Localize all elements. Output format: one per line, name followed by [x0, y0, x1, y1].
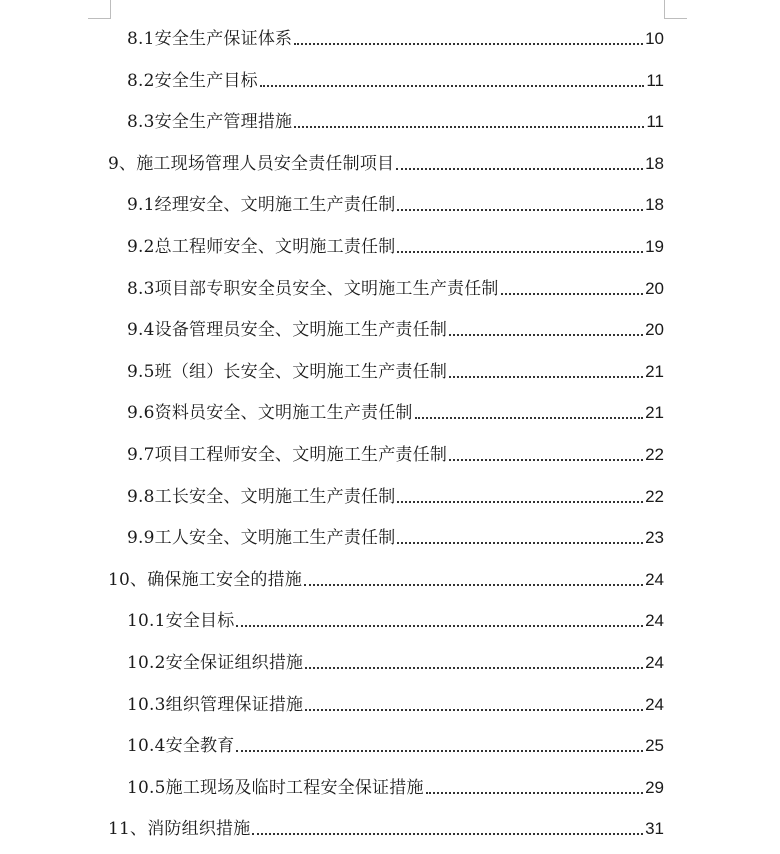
toc-leader-dots [397, 251, 643, 253]
toc-entry[interactable] [108, 816, 664, 842]
toc-leader-dots [501, 293, 643, 295]
toc-leader-dots [397, 542, 643, 544]
toc-entry-label: 8.3项目部专职安全员安全、文明施工生产责任制 [127, 278, 499, 299]
toc-page-number: 11 [646, 70, 664, 90]
toc-entry-label: 9.2总工程师安全、文明施工责任制 [127, 237, 396, 257]
toc-page-number: 29 [645, 777, 664, 797]
toc-leader-dots [396, 168, 643, 170]
toc-page-number: 22 [645, 445, 664, 464]
toc-entry-label: 9.5班（组）长安全、文明施工生产责任制 [127, 361, 448, 382]
toc-entry-label: 9.9工人安全、文明施工生产责任制 [127, 528, 396, 549]
toc-entry-label: 9.6资料员安全、文明施工生产责任制 [127, 403, 413, 424]
toc-leader-dots [397, 501, 643, 503]
toc-page-number: 21 [645, 361, 664, 381]
toc-leader-dots [397, 209, 643, 211]
toc-entry[interactable] [127, 442, 664, 468]
toc-entry[interactable] [127, 733, 664, 759]
toc-leader-dots [304, 584, 643, 586]
toc-entry-label: 9.8工长安全、文明施工生产责任制 [127, 486, 396, 507]
toc-entry[interactable] [127, 317, 664, 343]
toc-page-number: 31 [645, 819, 664, 839]
toc-leader-dots [236, 750, 643, 752]
toc-entry[interactable] [127, 192, 664, 218]
toc-leader-dots [305, 667, 643, 669]
toc-entry[interactable] [127, 68, 664, 94]
crop-mark-top-right [664, 0, 687, 19]
toc-entry[interactable] [127, 525, 664, 551]
toc-page-number: 24 [645, 694, 664, 714]
toc-entry-label: 10.5施工现场及临时工程安全保证措施 [127, 777, 424, 798]
toc-leader-dots [252, 833, 643, 835]
toc-entry[interactable] [127, 109, 664, 135]
toc-entry[interactable] [127, 234, 664, 260]
toc-entry[interactable] [108, 567, 664, 593]
toc-page-number: 23 [645, 528, 664, 548]
toc-page-number: 20 [645, 278, 664, 298]
toc-page-number: 25 [645, 736, 664, 756]
toc-page-number: 18 [645, 153, 664, 173]
toc-leader-dots [294, 126, 644, 128]
toc-entry[interactable] [127, 484, 664, 510]
toc-page-number: 11 [646, 112, 664, 132]
toc-entry-label: 10.4安全教育 [127, 736, 235, 757]
toc-entry-label: 8.3安全生产管理措施 [127, 112, 293, 133]
toc-entry[interactable] [127, 26, 664, 52]
toc-page-number: 19 [645, 237, 664, 256]
toc-leader-dots [294, 43, 643, 45]
toc-page-number: 10 [645, 29, 664, 48]
toc-page-number: 24 [645, 653, 664, 672]
toc-entry-label: 9.1经理安全、文明施工生产责任制 [127, 195, 396, 216]
toc-page-number: 24 [645, 569, 664, 589]
toc-page-number: 22 [645, 486, 664, 506]
toc-entry-label: 10.2安全保证组织措施 [127, 653, 304, 673]
toc-page-number: 18 [645, 195, 664, 215]
toc-leader-dots [236, 625, 643, 627]
toc-entry-label: 8.1安全生产保证体系 [127, 29, 293, 49]
toc-entry-label: 8.2安全生产目标 [127, 70, 258, 91]
toc-entry[interactable] [127, 775, 664, 801]
toc-leader-dots [415, 417, 643, 419]
toc-entry[interactable] [127, 608, 664, 634]
toc-entry[interactable] [127, 650, 664, 676]
toc-entry[interactable] [108, 151, 664, 177]
toc-page-number: 20 [645, 320, 664, 340]
toc-entry-label: 10、确保施工安全的措施 [108, 569, 303, 590]
toc-leader-dots [449, 376, 643, 378]
crop-mark-top-left [88, 0, 111, 19]
toc-entry[interactable] [127, 692, 664, 718]
toc-leader-dots [260, 85, 645, 87]
toc-entry[interactable] [127, 400, 664, 426]
toc-page-number: 21 [645, 403, 664, 423]
toc-page-number: 24 [645, 611, 664, 631]
toc-entry-label: 11、消防组织措施 [108, 819, 251, 840]
toc-entry-label: 9、施工现场管理人员安全责任制项目 [108, 153, 395, 174]
toc-leader-dots [449, 334, 643, 336]
toc-leader-dots [426, 792, 643, 794]
toc-leader-dots [305, 709, 643, 711]
toc-entry-label: 10.1安全目标 [127, 611, 235, 632]
toc-entry[interactable] [127, 359, 664, 385]
toc-leader-dots [449, 459, 643, 461]
toc-entry-label: 10.3组织管理保证措施 [127, 694, 304, 715]
toc-entry-label: 9.7项目工程师安全、文明施工生产责任制 [127, 445, 448, 465]
toc-entry-label: 9.4设备管理员安全、文明施工生产责任制 [127, 320, 448, 341]
toc-entry[interactable] [127, 276, 664, 302]
